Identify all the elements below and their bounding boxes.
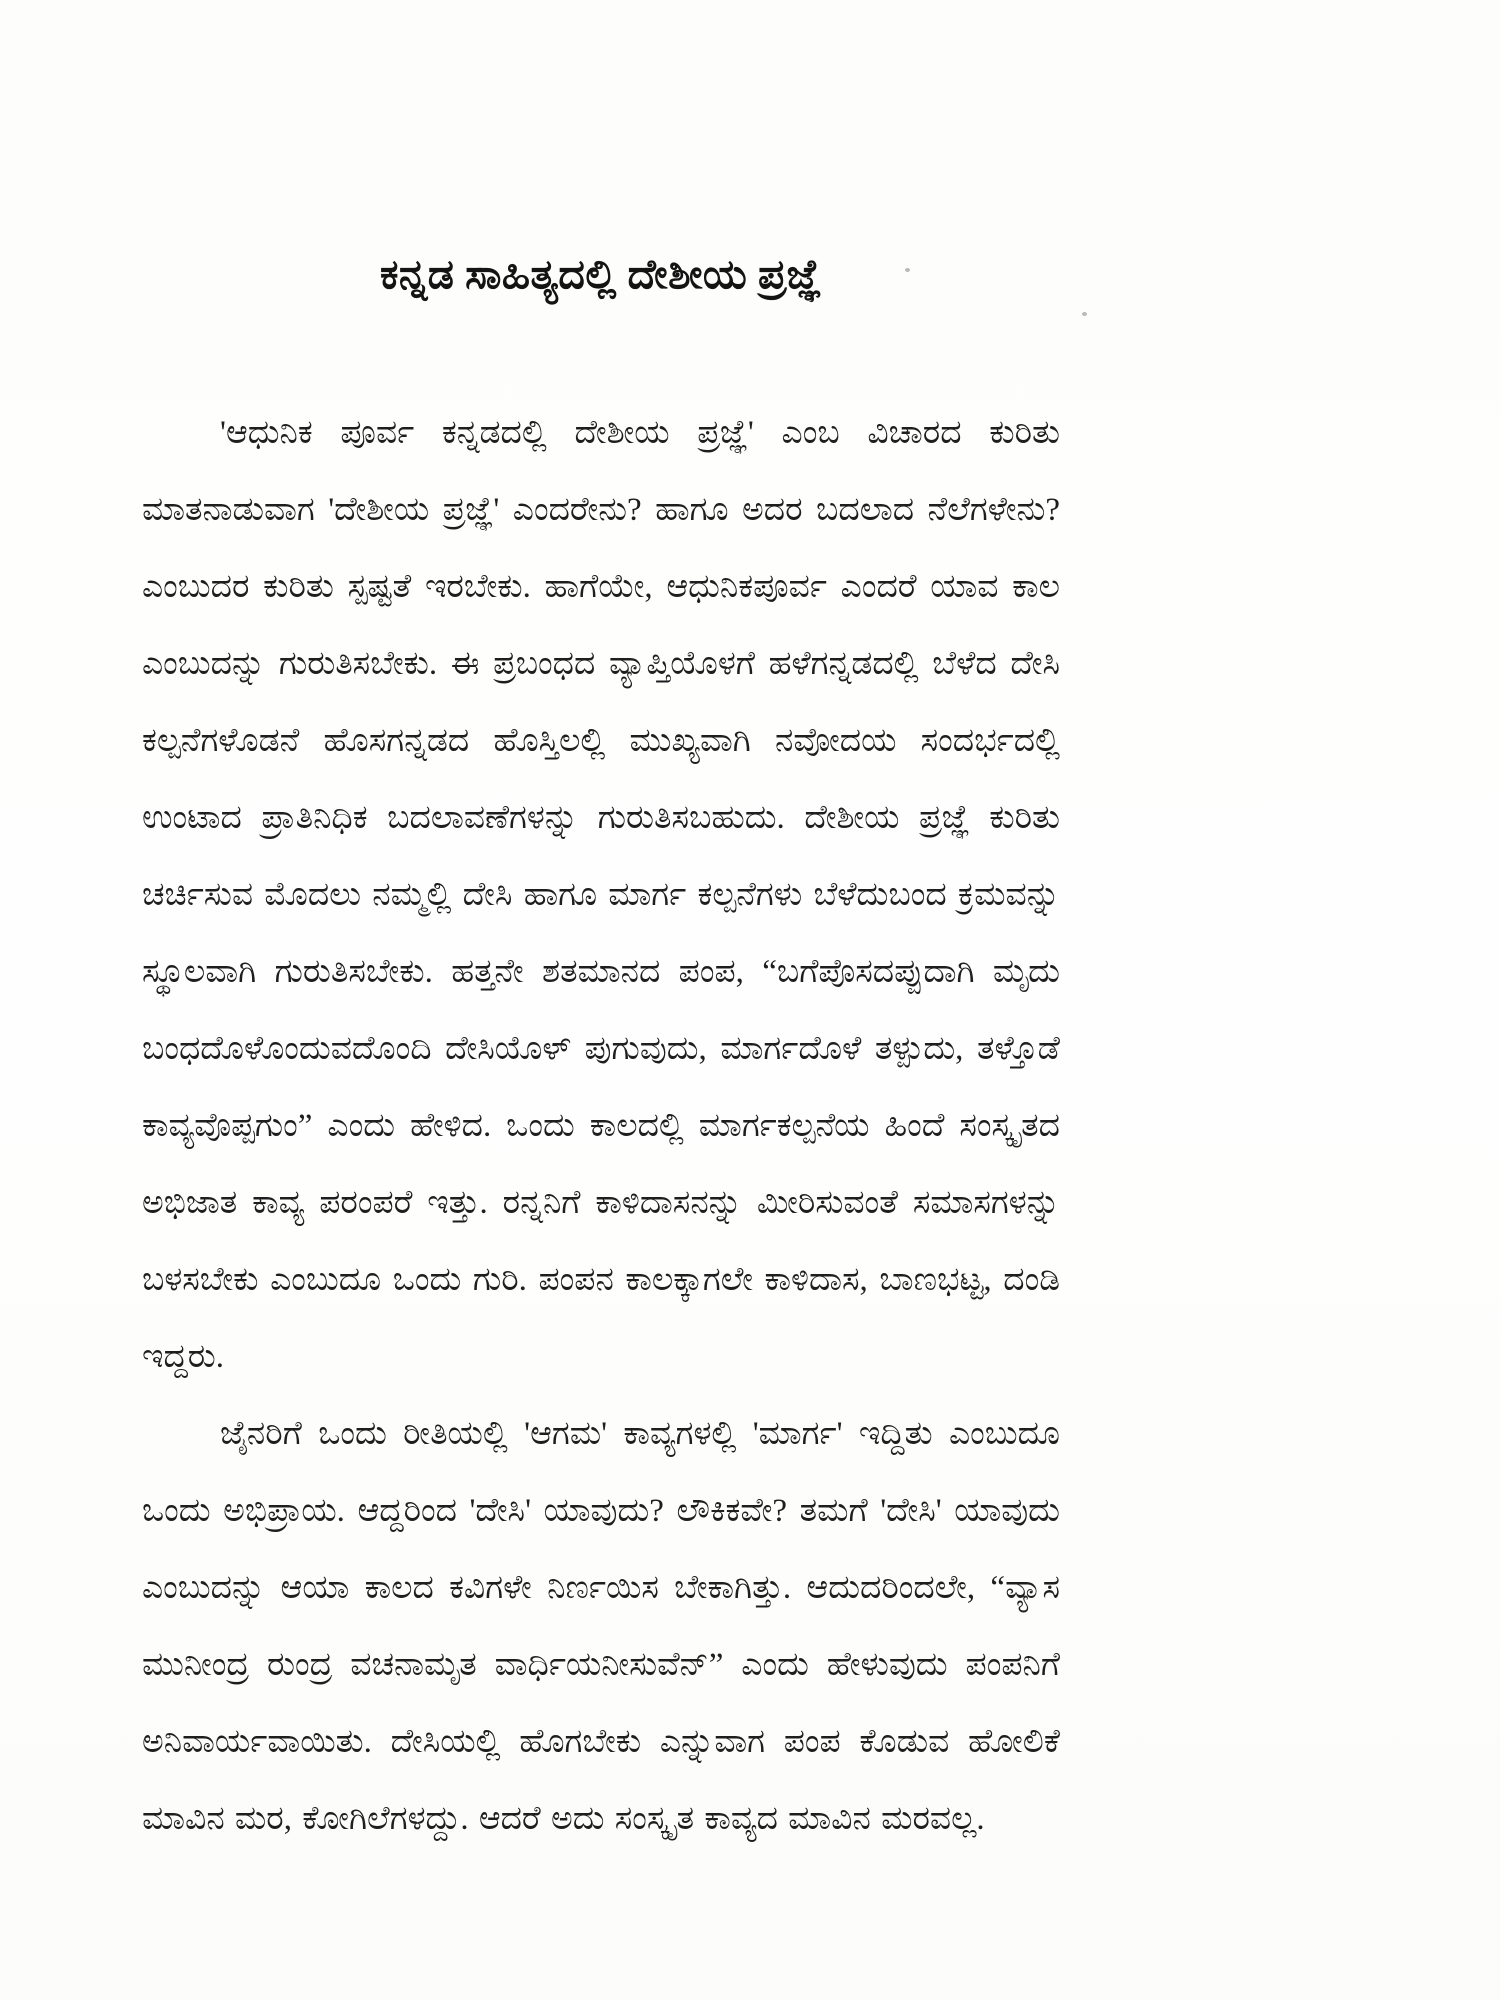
scan-artifact-speck [1082, 312, 1087, 316]
paragraph-2: ಜೈನರಿಗೆ ಒಂದು ರೀತಿಯಲ್ಲಿ 'ಆಗಮ' ಕಾವ್ಯಗಳಲ್ಲಿ 'ಮಾರ್ಗ' ಇದ್ದಿತು ಎಂಬುದೂ ಒಂದು ಅಭಿಪ್ರಾಯ. ಆದ್ದರಿಂದ 'ದೇಸಿ' ಯಾವುದು? ಲೌಕಿಕವೇ? ತಮಗೆ 'ದೇಸಿ' ಯಾವುದು ಎಂಬುದನ್ನು ಆಯಾ ಕಾಲದ ಕವಿಗಳೇ ನಿರ್ಣಯಿಸ ಬೇಕಾಗಿತ್ತು. ಆದುದರಿಂದಲೇ, “ವ್ಯಾಸ ಮುನೀಂದ್ರ ರುಂದ್ರ ವಚನಾಮೃತ ವಾರ್ಧಿಯನೀಸುವೆನ್” ಎಂದು ಹೇಳುವುದು ಪಂಪನಿಗೆ ಅನಿವಾರ್ಯವಾಯಿತು. ದೇಸಿಯಲ್ಲಿ ಹೊಗಬೇಕು ಎನ್ನುವಾಗ ಪಂಪ ಕೊಡುವ ಹೋಲಿಕೆ ಮಾವಿನ ಮರ, ಕೋಗಿಲೆಗಳದ್ದು. ಆದರೆ ಅದು ಸಂಸ್ಕೃತ ಕಾವ್ಯದ ಮಾವಿನ ಮರವಲ್ಲ. [142, 1416, 1060, 1837]
page-title: ಕನ್ನಡ ಸಾಹಿತ್ಯದಲ್ಲಿ ದೇಶೀಯ ಪ್ರಜ್ಞೆ [379, 251, 823, 297]
paragraph-1: 'ಆಧುನಿಕ ಪೂರ್ವ ಕನ್ನಡದಲ್ಲಿ ದೇಶೀಯ ಪ್ರಜ್ಞೆ' ಎಂಬ ವಿಚಾರದ ಕುರಿತು ಮಾತನಾಡುವಾಗ 'ದೇಶೀಯ ಪ್ರಜ್ಞೆ' ಎಂದರೇನು? ಹಾಗೂ ಅದರ ಬದಲಾದ ನೆಲೆಗಳೇನು? ಎಂಬುದರ ಕುರಿತು ಸ್ಪಷ್ಟತೆ ಇರಬೇಕು. ಹಾಗೆಯೇ, ಆಧುನಿಕಪೂರ್ವ ಎಂದರೆ ಯಾವ ಕಾಲ ಎಂಬುದನ್ನು ಗುರುತಿಸಬೇಕು. ಈ ಪ್ರಬಂಧದ ವ್ಯಾಪ್ತಿಯೊಳಗೆ ಹಳೆಗನ್ನಡದಲ್ಲಿ ಬೆಳೆದ ದೇಸಿ ಕಲ್ಪನೆಗಳೊಡನೆ ಹೊಸಗನ್ನಡದ ಹೊಸ್ತಿಲಲ್ಲಿ ಮುಖ್ಯವಾಗಿ ನವೋದಯ ಸಂದರ್ಭದಲ್ಲಿ ಉಂಟಾದ ಪ್ರಾತಿನಿಧಿಕ ಬದಲಾವಣೆಗಳನ್ನು ಗುರುತಿಸಬಹುದು. ದೇಶೀಯ ಪ್ರಜ್ಞೆ ಕುರಿತು ಚರ್ಚಿಸುವ ಮೊದಲು ನಮ್ಮಲ್ಲಿ ದೇಸಿ ಹಾಗೂ ಮಾರ್ಗ ಕಲ್ಪನೆಗಳು ಬೆಳೆದುಬಂದ ಕ್ರಮವನ್ನು ಸ್ಥೂಲವಾಗಿ ಗುರುತಿಸಬೇಕು. ಹತ್ತನೇ ಶತಮಾನದ ಪಂಪ, “ಬಗೆಪೊಸದಪ್ಪುದಾಗಿ ಮೃದು ಬಂಧದೊಳೊಂದುವದೊಂದಿ ದೇಸಿಯೊಳ್ ಪುಗುವುದು, ಮಾರ್ಗದೊಳೆ ತಳ್ಪುದು, ತಳ್ತೊಡೆ ಕಾವ್ಯವೊಪ್ಪಗುಂ” ಎಂದು ಹೇಳಿದ. ಒಂದು ಕಾಲದಲ್ಲಿ ಮಾರ್ಗಕಲ್ಪನೆಯ ಹಿಂದೆ ಸಂಸ್ಕೃತದ ಅಭಿಜಾತ ಕಾವ್ಯ ಪರಂಪರೆ ಇತ್ತು. ರನ್ನನಿಗೆ ಕಾಳಿದಾಸನನ್ನು ಮೀರಿಸುವಂತೆ ಸಮಾಸಗಳನ್ನು ಬಳಸಬೇಕು ಎಂಬುದೂ ಒಂದು ಗುರಿ. ಪಂಪನ ಕಾಲಕ್ಕಾಗಲೇ ಕಾಳಿದಾಸ, ಬಾಣಭಟ್ಟ, ದಂಡಿ ಇದ್ದರು. [142, 415, 1060, 1375]
text-block [142, 250, 1060, 1858]
